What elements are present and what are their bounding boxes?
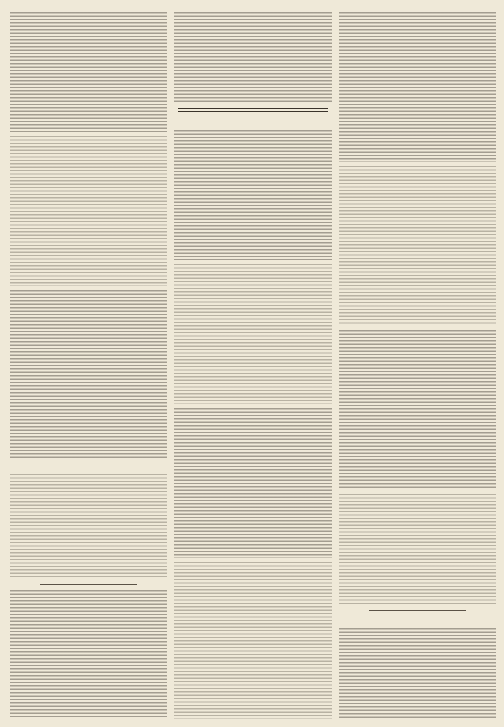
text-block bbox=[174, 264, 331, 404]
text-block bbox=[174, 562, 331, 719]
text-block bbox=[10, 290, 167, 460]
column-1 bbox=[10, 12, 167, 719]
column-3 bbox=[339, 12, 496, 719]
column-layout bbox=[10, 12, 496, 719]
text-block bbox=[174, 130, 331, 260]
text-block bbox=[10, 12, 167, 132]
text-block bbox=[339, 166, 496, 326]
text-block bbox=[174, 408, 331, 558]
section-banner bbox=[178, 108, 327, 112]
divider bbox=[40, 584, 137, 585]
column-2 bbox=[174, 12, 331, 719]
text-block bbox=[10, 590, 167, 719]
text-block bbox=[10, 136, 167, 286]
text-block bbox=[339, 330, 496, 490]
text-block bbox=[174, 12, 331, 102]
text-block bbox=[339, 494, 496, 604]
text-block bbox=[339, 12, 496, 162]
text-block bbox=[10, 474, 167, 579]
text-block bbox=[339, 628, 496, 719]
divider bbox=[369, 610, 466, 611]
